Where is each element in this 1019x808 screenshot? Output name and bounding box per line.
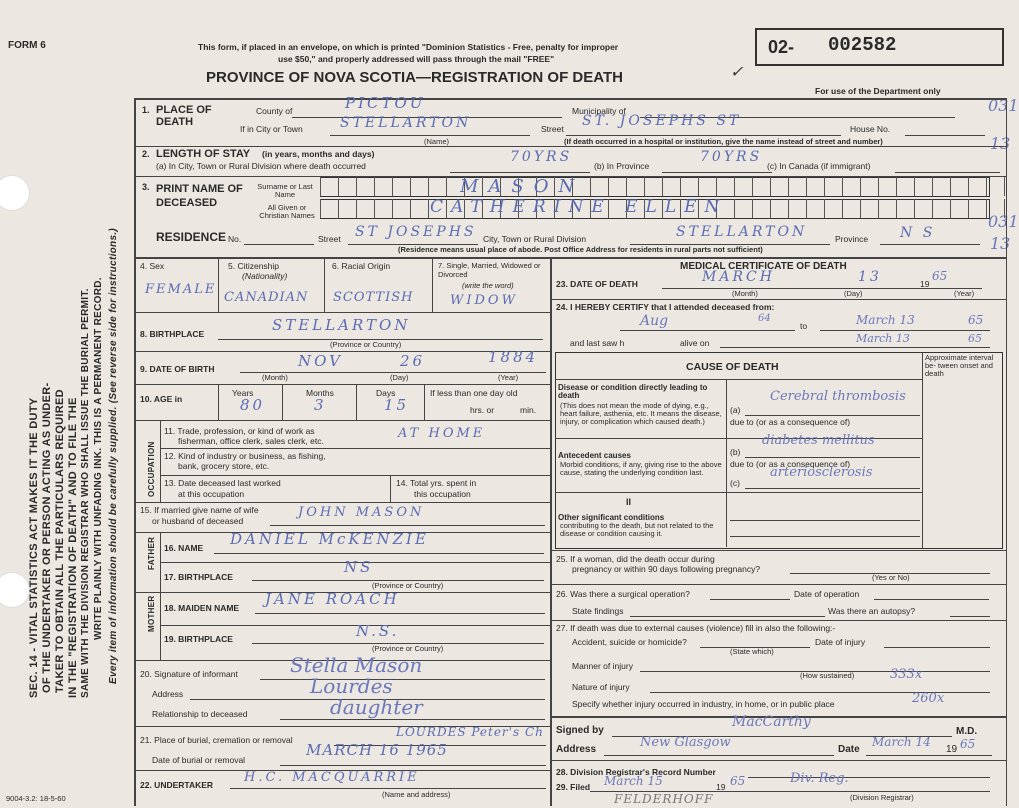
marital-label: 7. Single, Married, Widowed or Divorced (438, 261, 541, 280)
side-instruction-2: OF THE UNDERTAKER OR PERSON ACTING AS UNDER- (41, 382, 53, 693)
residence-street-value: ST JOSEPHS (355, 224, 477, 240)
mother-name-value: JANE ROACH (265, 590, 400, 608)
days-label: Days (376, 388, 396, 398)
side-instruction-4: IN THE "REGISTRATION OF DEATH" AND TO FILE THE (67, 397, 79, 698)
informant-label: 20. Signature of informant (140, 669, 238, 679)
occ12-label2: bank, grocery store, etc. (178, 461, 270, 471)
informant-addr-label: Address (152, 689, 184, 699)
side-instruction-6: WRITE PLAINLY WITH UNFADING INK. THIS IS A PERMANENT RECORD. (93, 277, 104, 640)
nature-label: Nature of injury (572, 682, 630, 692)
alive-date: March 13 (856, 332, 910, 345)
certify-to: March 13 (856, 313, 915, 327)
lt-day-label: If less than one day old (430, 388, 518, 398)
dob-label: 9. DATE OF BIRTH (140, 364, 215, 374)
stay-b-value: 70YRS (700, 149, 763, 165)
stay-b-label: (b) In Province (594, 161, 650, 171)
marital-value: WIDOW (450, 293, 518, 308)
marital-sub: (write the word) (462, 281, 514, 290)
relationship-label: Relationship to deceased (152, 709, 248, 719)
side-instruction-1: SEC. 14 - VITAL STATISTICS ACT MAKES IT THE DUTY (28, 397, 40, 698)
pregnancy-label2: pregnancy or within 90 days following pregnancy? (572, 564, 761, 574)
other-note: contributing to the death, but not related to the disease or condition causing it. (560, 521, 714, 538)
father-name-label: 16. NAME (164, 543, 204, 553)
days-value: 15 (384, 396, 410, 414)
occ14-label2: this occupation (414, 489, 471, 499)
mother-side: MOTHER (147, 595, 156, 632)
burial-date-value: MARCH 16 1965 (306, 741, 448, 759)
op-date-label: Date of operation (794, 589, 860, 599)
approx-label: Approximate interval be- tween onset and death (925, 353, 994, 378)
address-value: New Glasgow (640, 735, 731, 750)
certify-to-year: 65 (968, 313, 984, 327)
dob-day: 26 (400, 352, 426, 370)
alive-year: 65 (968, 332, 982, 345)
residence-city-label: City, Town or Rural Division (483, 234, 587, 244)
reg-number: 002582 (828, 34, 897, 56)
s1-label: PLACE OF DEATH (156, 104, 212, 129)
address-label: Address (556, 744, 597, 755)
residence-label: RESIDENCE (156, 230, 227, 244)
death-year-prefix: 19 (920, 279, 930, 289)
city-label: If in City or Town (240, 124, 303, 134)
md-label: M.D. (956, 726, 978, 737)
surname-label: Surname or Last Name (257, 182, 313, 199)
side-instruction-5: SAME WITH THE DIVISION REGISTRAR WHO SHALL ISSUE THE BURIAL PERMIT. (80, 288, 91, 698)
form-left-border (134, 98, 136, 806)
dueto-a: due to (or as a consequence of) (730, 417, 851, 427)
sign-date-label: Date (838, 744, 860, 755)
dob-year-sub: (Year) (498, 373, 519, 382)
s1-num: 1. (142, 105, 150, 115)
cause-c-label: (c) (730, 478, 740, 488)
s2-num: 2. (142, 149, 150, 159)
birthplace-value: STELLARTON (272, 316, 411, 334)
stay-a-label: (a) In City, Town or Rural Division where death occurred (156, 161, 366, 171)
cause-a-label: (a) (730, 405, 741, 415)
sex-label: 4. Sex (140, 261, 165, 271)
burial-place-label: 21. Place of burial, cremation or removal (140, 735, 293, 745)
dueto-b: due to (or as a consequence of) (730, 459, 851, 469)
mail-notice-2: use $50," and properly addressed will pass through the mail "FREE" (278, 54, 555, 64)
stamp-name: FELDERHOFF (614, 792, 714, 806)
spouse-label: 15. If married give name of wife (140, 505, 259, 515)
given-label: All Given or Christian Names (259, 203, 315, 220)
residence-no-label: No. (228, 234, 242, 244)
registrar-signature: Div. Reg. (790, 771, 849, 786)
s2-label2: (in years, months and days) (262, 149, 375, 159)
cause-b-label: (b) (730, 447, 741, 457)
occ13-label2: at this occupation (178, 489, 245, 499)
occ13-label: 13. Date deceased last worked (164, 478, 281, 488)
informant-sig: Stella Mason (290, 653, 423, 677)
surname-value: MASON (460, 176, 585, 197)
state-which-sub: (State which) (730, 647, 774, 656)
burial-place-value: LOURDES Peter's Ch (396, 725, 544, 739)
race-value: SCOTTISH (333, 290, 414, 305)
s3-label: PRINT NAME OF DECEASED (156, 183, 243, 210)
municipality-label: Municipality of (572, 106, 626, 116)
death-month: MARCH (702, 269, 775, 285)
dob-month-sub: (Month) (262, 373, 288, 382)
antecedent-label: Antecedent causes (558, 451, 631, 460)
findings-label: State findings (572, 606, 624, 616)
code-2: 13 (990, 134, 1011, 153)
antecedent-note: Morbid conditions, if any, giving rise to the above cause, stating the underlying condition last. (560, 460, 722, 477)
dob-day-sub: (Day) (390, 373, 409, 382)
accident-label: Accident, suicide or homicide? (572, 637, 687, 647)
death-year-sub: (Year) (954, 289, 975, 298)
form-title: PROVINCE OF NOVA SCOTIA—REGISTRATION OF DEATH (206, 69, 623, 86)
center-divider (550, 257, 552, 806)
filed-label: 29. Filed (556, 782, 591, 792)
signed-by-label: Signed by (556, 725, 604, 736)
occ12-label: 12. Kind of industry or business, as fishing, (164, 451, 326, 461)
street-label: Street (541, 124, 564, 134)
father-bp-sub: (Province or Country) (372, 581, 444, 590)
father-bp-value: NS (344, 558, 374, 576)
side-instruction-7: Every item of information should be carefully supplied. (See reverse side for instructions.) (108, 227, 119, 684)
form-code: 9004-3.2: 18-5-60 (6, 794, 66, 803)
external-label: 27. If death was due to external causes (violence) fill in also the following:- (556, 623, 836, 633)
father-bp-label: 17. BIRTHPLACE (164, 572, 233, 582)
certify-label: 24. I HEREBY CERTIFY that I attended deceased from: (556, 302, 775, 312)
record-number-label: 28. Division Registrar's Record Number (556, 767, 716, 777)
operation-label: 26. Was there a surgical operation? (556, 589, 690, 599)
s3-num: 3. (142, 182, 150, 192)
mother-name-label: 18. MAIDEN NAME (164, 603, 240, 613)
residence-city-value: STELLARTON (676, 224, 808, 240)
residence-street-label: Street (318, 234, 341, 244)
birthplace-label: 8. BIRTHPLACE (140, 329, 205, 339)
informant-addr: Lourdes (310, 674, 393, 698)
side-instruction-3: TAKER TO OBTAIN ALL THE PARTICULARS REQUIRED (54, 389, 66, 693)
dob-year: 1884 (488, 348, 539, 366)
residence-note: (Residence means usual place of abode. Post Office Address for residents in rural parts not sufficient) (398, 245, 763, 254)
code-3: 031 (988, 212, 1019, 231)
injury-date-label: Date of injury (815, 637, 866, 647)
death-day-sub: (Day) (844, 289, 863, 298)
undertaker-sub: (Name and address) (382, 790, 451, 799)
cause-a-value: Cerebral thrombosis (770, 389, 906, 404)
dob-month: NOV (298, 352, 343, 370)
cause-b-value: diabetes mellitus (762, 433, 875, 448)
burial-date-label: Date of burial or removal (152, 755, 246, 765)
death-year: 65 (932, 269, 948, 283)
mother-bp-sub: (Province or Country) (372, 644, 444, 653)
min-label: min. (520, 405, 537, 415)
house-label: House No. (850, 124, 891, 134)
other-label: Other significant conditions (558, 513, 665, 522)
age-label: 10. AGE in (140, 394, 183, 404)
residence-prov-label: Province (835, 234, 869, 244)
s2-label: LENGTH OF STAY (156, 148, 251, 160)
county-label: County of (256, 106, 293, 116)
residence-prov-value: N S (900, 225, 936, 241)
certify-from: Aug (640, 313, 669, 329)
sign-date-nineteen: 19 (946, 744, 958, 755)
months-value: 3 (314, 396, 327, 414)
years-label: Years (232, 388, 254, 398)
occ14-label: 14. Total yrs. spent in (396, 478, 477, 488)
spouse-label2: or husband of deceased (152, 516, 244, 526)
street-value: ST. JOSEPHS ST (582, 113, 742, 129)
mother-bp-label: 19. BIRTHPLACE (164, 634, 233, 644)
check-mark: ✓ (730, 62, 744, 81)
mail-notice-1: This form, if placed in an envelope, on which is printed "Dominion Statistics - Free, penalty for improper (198, 42, 619, 52)
yes-no-sub: (Yes or No) (872, 573, 910, 582)
years-value: 80 (240, 396, 266, 414)
city-value: STELLARTON (340, 115, 472, 131)
relationship-value: daughter (330, 695, 423, 719)
occ11-label2: fisherman, office clerk, sales clerk, etc. (178, 436, 324, 446)
stay-c-label: (c) In Canada (if immigrant) (767, 161, 871, 171)
filed-nineteen: 19 (716, 782, 726, 792)
birthplace-sub: (Province or Country) (330, 340, 402, 349)
reg-prefix: 02- (768, 37, 795, 57)
manner-label: Manner of injury (572, 661, 633, 671)
part-ii-label: II (626, 497, 632, 507)
undertaker-value: H.C. MACQUARRIE (244, 770, 420, 785)
undertaker-label: 22. UNDERTAKER (140, 780, 214, 790)
stay-a-value: 70YRS (510, 149, 573, 165)
how-sub: (How sustained) (800, 671, 855, 680)
occ11-value: AT HOME (398, 426, 486, 441)
form-top-border (134, 98, 1006, 100)
pregnancy-label: 25. If a woman, did the death occur during (556, 554, 715, 564)
code-4: 13 (990, 234, 1011, 253)
race-label: 6. Racial Origin (332, 261, 391, 271)
death-date-label: 23. DATE OF DEATH (556, 279, 638, 289)
city-name-sub: (Name) (424, 137, 450, 146)
mother-bp-value: N.S. (356, 622, 400, 640)
hospital-note: (If death occurred in a hospital or institution, give the name instead of street and number) (564, 137, 883, 146)
cause-c-value: arteriosclerosis (770, 465, 873, 480)
hrs-label: hrs. or (470, 405, 495, 415)
filed-value: March 15 (604, 774, 663, 788)
spouse-value: JOHN MASON (298, 505, 425, 520)
filed-year: 65 (730, 774, 746, 788)
specify-label: Specify whether injury occurred in industry, in home, or in public place (572, 699, 835, 709)
form-number: FORM 6 (8, 40, 46, 51)
sex-value: FEMALE (145, 282, 217, 297)
last-saw-label: and last saw h (570, 338, 625, 348)
punch-hole-top (0, 175, 30, 211)
immediate-label: Disease or condition directly leading to death (558, 383, 708, 400)
code-1: 031 (988, 96, 1019, 115)
occupation-side: OCCUPATION (147, 441, 156, 497)
cause-title: CAUSE OF DEATH (686, 361, 779, 373)
sign-date-value: March 14 (872, 735, 931, 749)
specify-value: 260x (912, 691, 945, 706)
father-side: FATHER (147, 536, 156, 570)
occ11-label: 11. Trade, profession, or kind of work as (164, 426, 315, 436)
given-value: CATHERINE ELLEN (430, 197, 728, 217)
medical-title: MEDICAL CERTIFICATE OF DEATH (680, 261, 847, 272)
punch-hole-bottom (0, 572, 30, 608)
county-value: PICTOU (345, 94, 426, 112)
citizenship-value: CANADIAN (224, 290, 309, 305)
father-name-value: DANIEL McKENZIE (230, 530, 429, 548)
dept-use-label: For use of the Department only (815, 86, 941, 96)
certify-to-label: to (800, 321, 808, 331)
sign-date-year: 65 (960, 737, 976, 751)
death-day: 13 (858, 269, 882, 285)
nature-value: 333x (890, 667, 923, 682)
months-label: Months (306, 388, 334, 398)
death-month-sub: (Month) (732, 289, 758, 298)
signed-by-value: MacCarthy (732, 714, 811, 730)
div-reg-sub: (Division Registrar) (850, 793, 914, 802)
alive-label: alive on (680, 338, 710, 348)
autopsy-label: Was there an autopsy? (828, 606, 916, 616)
citizenship-label: 5. Citizenship (228, 261, 280, 271)
certify-from-year: 64 (758, 313, 771, 324)
immediate-note: (This does not mean the mode of dying, e.g., heart failure, asthenia, etc. It means the disease, injury, or complication which caused death.) (560, 401, 722, 426)
citizenship-sub: (Nationality) (242, 271, 288, 281)
